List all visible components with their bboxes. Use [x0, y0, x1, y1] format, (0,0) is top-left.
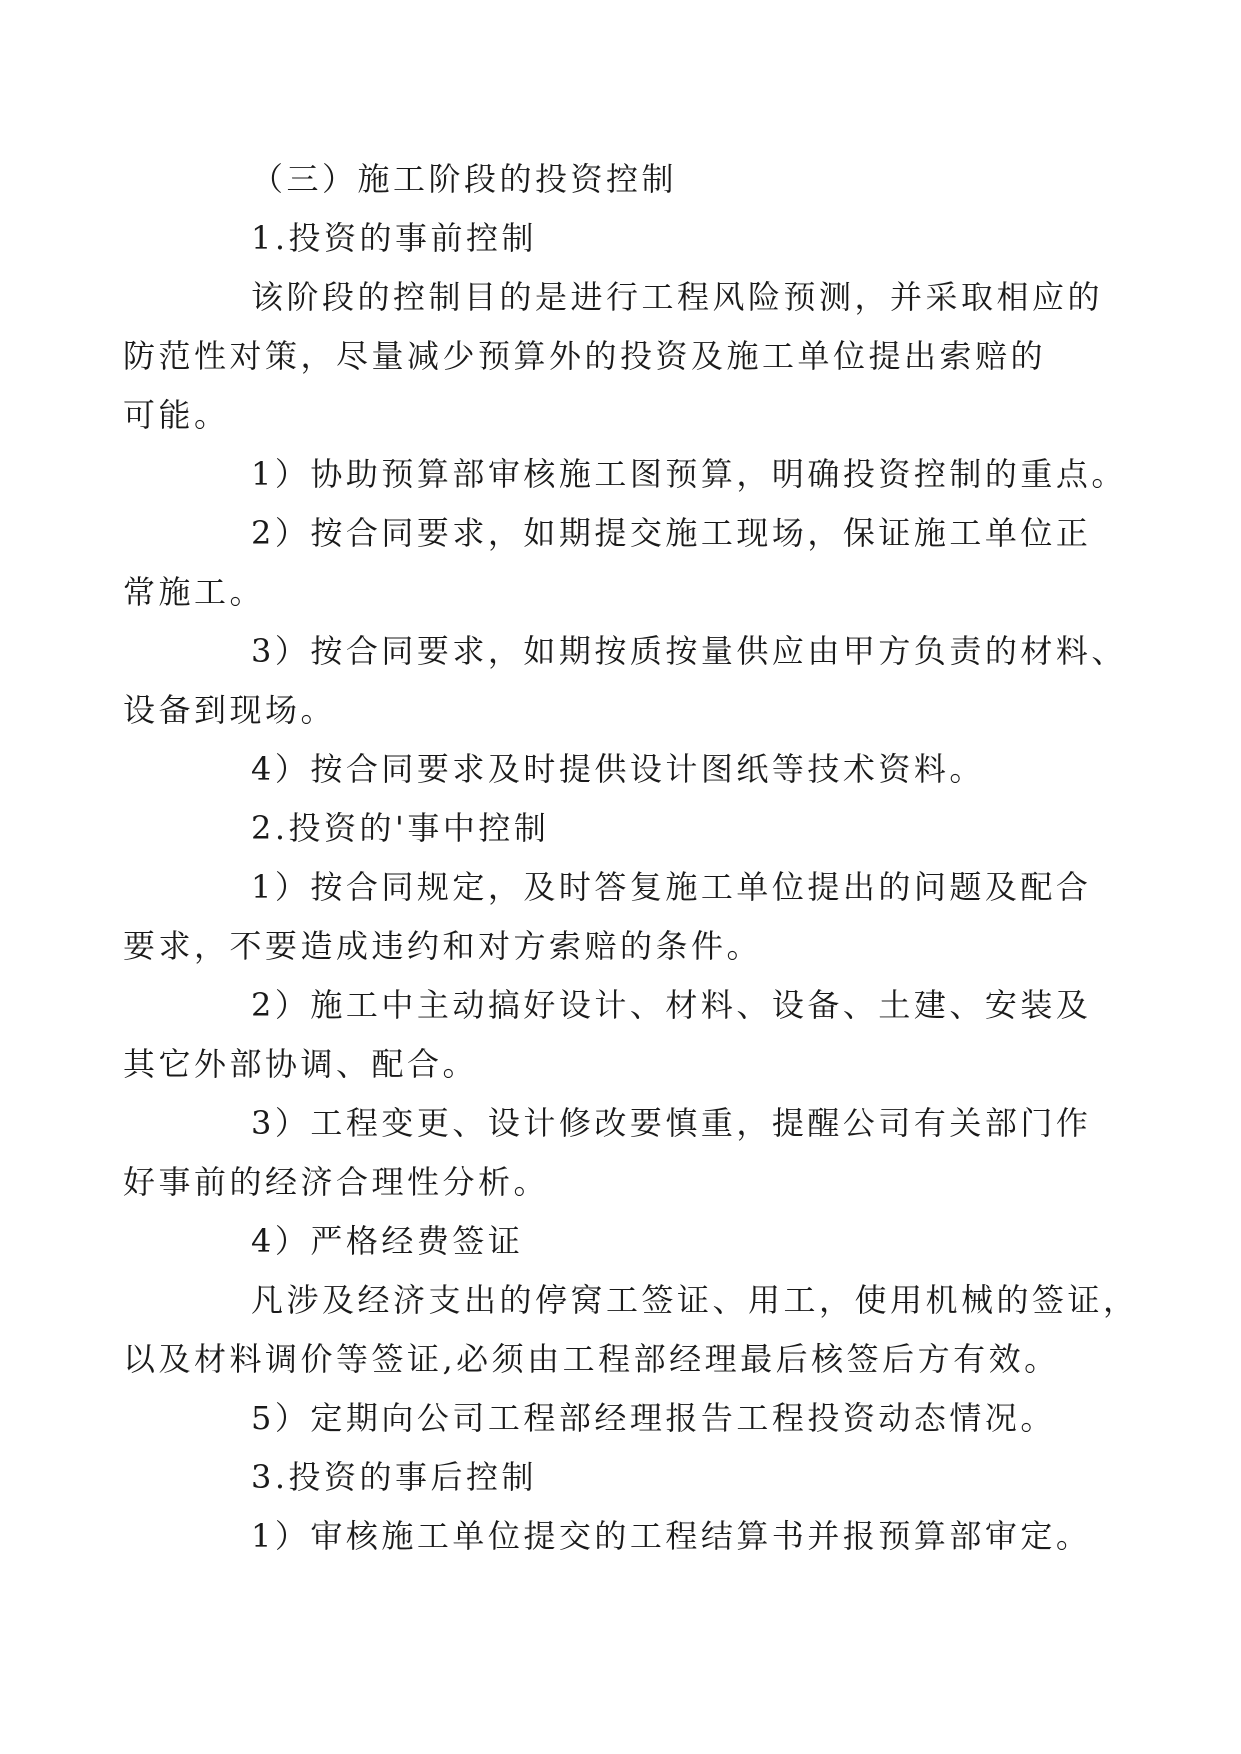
part1-heading: 1.投资的事前控制 — [251, 219, 538, 257]
part3-heading: 3.投资的事后控制 — [251, 1458, 538, 1496]
text-line: 4）按合同要求及时提供设计图纸等技术资料。 — [251, 750, 985, 788]
text-line: 凡涉及经济支出的停窝工签证、用工，使用机械的签证， — [251, 1281, 1139, 1319]
text-line: 4）严格经费签证 — [251, 1222, 524, 1260]
part1-item-3 — [123, 622, 1127, 740]
text-line: 该阶段的控制目的是进行工程风险预测，并采取相应的 — [251, 278, 1104, 316]
part2-heading: 2.投资的'事中控制 — [251, 809, 550, 847]
part2-item-4 — [187, 1212, 1067, 1271]
part2-item-2 — [123, 976, 1092, 1094]
text-line: 可能。 — [123, 396, 230, 434]
text-line: 其它外部协调、配合。 — [123, 1045, 479, 1083]
part2-item-1 — [123, 858, 1092, 976]
text-line: 防范性对策，尽量减少预算外的投资及施工单位提出索赔的 — [123, 337, 1047, 375]
part1-item-4 — [187, 740, 1067, 799]
part2-item-3 — [123, 1094, 1092, 1212]
part2-item-5 — [187, 1389, 1067, 1448]
part1-item-1 — [187, 445, 1127, 504]
text-line: 5）定期向公司工程部经理报告工程投资动态情况。 — [251, 1399, 1056, 1437]
part3-item-1 — [187, 1507, 1092, 1566]
part1-item-2 — [123, 504, 1092, 622]
text-line: 3）按合同要求，如期按质按量供应由甲方负责的材料、 — [251, 632, 1127, 670]
text-line: 2）施工中主动搞好设计、材料、设备、土建、安装及 — [251, 986, 1092, 1024]
part1-intro — [123, 268, 1104, 445]
text-line: 以及材料调价等签证,必须由工程部经理最后核签后方有效。 — [123, 1340, 1060, 1378]
text-line: 1）协助预算部审核施工图预算，明确投资控制的重点。 — [251, 455, 1127, 493]
section-title: （三）施工阶段的投资控制 — [251, 160, 678, 198]
text-line: 3）工程变更、设计修改要慎重，提醒公司有关部门作 — [251, 1104, 1092, 1142]
text-line: 1）审核施工单位提交的工程结算书并报预算部审定。 — [251, 1517, 1092, 1555]
text-line: 要求，不要造成违约和对方索赔的条件。 — [123, 927, 763, 965]
part2-visa-paragraph — [123, 1271, 1139, 1389]
text-line: 设备到现场。 — [123, 691, 337, 729]
text-line: 好事前的经济合理性分析。 — [123, 1163, 550, 1201]
text-line: 常施工。 — [123, 573, 266, 611]
document-body — [123, 150, 1139, 1566]
text-line: 1）按合同规定，及时答复施工单位提出的问题及配合 — [251, 868, 1092, 906]
text-line: 2）按合同要求，如期提交施工现场，保证施工单位正 — [251, 514, 1092, 552]
